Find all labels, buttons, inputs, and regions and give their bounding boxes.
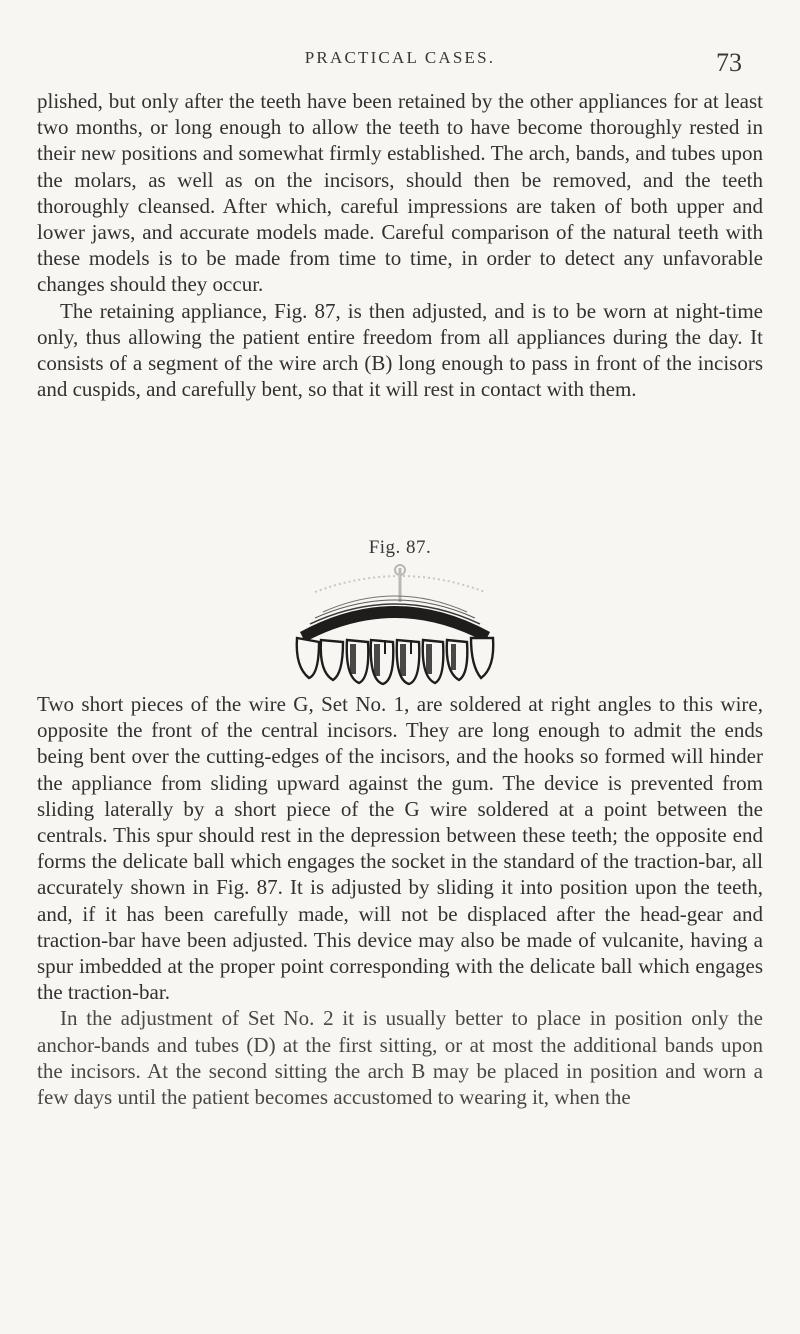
teeth-row-illustration [297, 638, 494, 684]
running-head [0, 48, 800, 88]
text-block-bottom [37, 691, 763, 1110]
paragraph-retaining-appliance: The retaining appliance, Fig. 87, is then adjusted, and is to be worn at night-time only, thus allowing the patient entire freedom from all appliances during the day. It consists of a segment of the wire arch (B) long enough to pass in front of the incisors and cuspids, and carefully bent, so that it will rest in contact with them. [37, 298, 763, 402]
figure-caption: Fig. 87. [368, 537, 432, 558]
paragraph-set-no-2: In the adjustment of Set No. 2 it is usually better to place in position only the anchor-bands and tubes (D) at the first sitting, or at most the additional bands upon the incisors. At the second sitting the arch B may be placed in position and worn a few days until the patient becomes accustomed to wearing it, when the [37, 1006, 763, 1110]
page-number: 73 [716, 48, 742, 77]
figure-87 [0, 537, 800, 687]
running-title: PRACTICAL CASES. [304, 48, 496, 67]
paragraph-wire-pieces: Two short pieces of the wire G, Set No. 1, are soldered at right angles to this wire, opposite the front of the central incisors. They are long enough to admit the ends being bent over the cutting-edges of the incisors, and the hooks so formed will hinder the appliance from sliding upward against the gum. The device is prevented from sliding laterally by a short piece of the G wire soldered at a point between the centrals. This spur should rest in the depression between these teeth; the opposite end forms the delicate ball which engages the socket in the standard of the traction-bar, all accurately shown in Fig. 87. It is adjusted by sliding it into position upon the teeth, and, if it has been carefully made, will not be displaced after the head-gear and traction-bar have been adjusted. This device may also be made of vulcanite, having a spur imbedded at the proper point corresponding with the delicate ball which engages the traction-bar. [37, 692, 763, 1005]
text-block-top [37, 88, 763, 402]
paragraph-continued: plished, but only after the teeth have been retained by the other appliances for at least two months, or long enough to allow the teeth to have become thoroughly rested in their new positions and somewhat firmly established. The arch, bands, and tubes upon the molars, as well as on the incisors, should then be removed, and the teeth thoroughly cleansed. After which, careful impressions are taken of both upper and lower jaws, and accurate models made. Careful comparison of the natural teeth with these models is to be made from time to time, in order to detect any unfavorable changes should they occur. [37, 89, 763, 297]
dental-retainer-illustration [275, 562, 515, 687]
wire-arch-illustration [300, 596, 490, 642]
